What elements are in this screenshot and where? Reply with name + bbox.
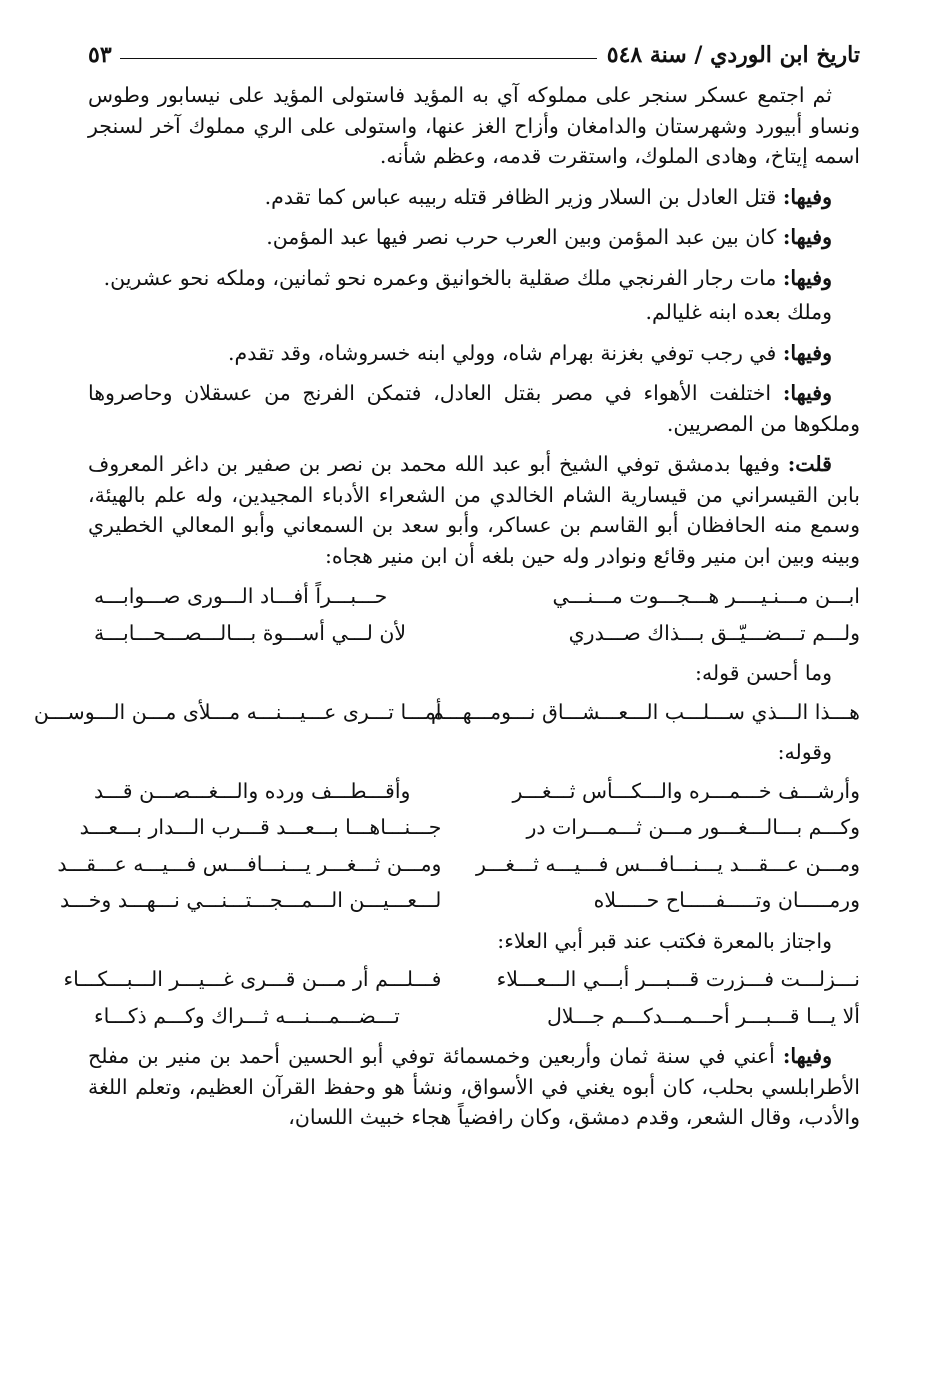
poem-block [63, 964, 860, 1031]
verse-second-hemistich: فـــلـــم أر مـــن قـــرى غـــيـــر الـــبـــكـــاء [63, 967, 442, 991]
paragraph-text: أعني في سنة ثمان وأربعين وخمسمائة توفي أبو الحسين أحمد بن منير بن مفلح الأطرابلسي بحلب، كان أبوه يغني في الأسواق، ونشأ هو وحفظ القرآن العظيم، وتعلم اللغة والأدب، وقال الشعر، وقدم دمشق، وكان رافضياً هجاء خبيث اللسان، [88, 1044, 860, 1129]
verse-first-hemistich: ابـــن مـــنـيــــر هـــجـــوت مـــنـــي [552, 584, 860, 608]
verse-first-hemistich: ومـــن عـــقـــد يـــنـــافـــس فـــيـــه ثـــغـــر [475, 851, 860, 876]
paragraph-lead: وفيها: [782, 340, 832, 365]
verse-second-hemistich: تـــضـــمـــنـــه ثـــراك وكـــم ذكـــاء [94, 1003, 400, 1028]
verse-second-hemistich: لأن لـــي أســـوة بـــالـــصـــحـــابـــة [94, 620, 407, 645]
paragraph-text: كان بين عبد المؤمن وبين العرب حرب نصر فيها عبد المؤمن. [266, 225, 783, 249]
verse-second-hemistich: لـــعـــيـــن الـــمـــجـــتـــنـــي نـــهـــد وخـــد [59, 888, 442, 912]
verse-line [88, 1001, 860, 1032]
paragraph-lead: وفيها: [782, 225, 832, 249]
page-number: ٥٣ [88, 42, 112, 68]
paragraph [88, 297, 860, 328]
verse-first-hemistich: وأرشـــف خـــمـــره والـــكـــأس ثـــغـــر [512, 778, 860, 803]
verse-intro: واجتاز بالمعرة فكتب عند قبر أبي العلاء: [497, 928, 832, 953]
verse-line [79, 812, 860, 843]
verse-first-hemistich: ولـــم تـــضـــيّــق بـــذاك صـــدري [568, 620, 860, 645]
poem-block [33, 697, 860, 728]
verse-intro: وقوله: [777, 740, 832, 764]
verse-line [88, 776, 860, 807]
book-title: تاريخ ابن الوردي / سنة ٥٤٨ [606, 42, 860, 68]
paragraph-text: مات رجار الفرنجي ملك صقلية بالخوانيق وعمره نحو ثمانين، وملكه نحو عشرين. [103, 265, 783, 290]
paragraph [88, 80, 860, 172]
verse-first-hemistich: ورمـــــان وتـــــفـــــاح حـــــلاه [593, 888, 860, 912]
paragraph-lead: وفيها: [782, 265, 832, 290]
verse-second-hemistich: أمـــا تـــرى عـــيـــنـــه مـــلأى مـــن الـــوســـن [33, 699, 442, 724]
paragraph-lead: وفيها: [782, 1044, 832, 1068]
verse-line [33, 697, 860, 728]
paragraph-text: ثم اجتمع عسكر سنجر على مملوكه آي به المؤيد فاستولى المؤيد على نيسابور وطوس ونساو أبيورد وشهرستان والدامغان وأزاح الغز عنها، واستولى على الري مملوك آخر لسنجر اسمه إيتاخ، وهادى الملوك، واستقرت قدمه، وعظم شأنه. [88, 83, 860, 168]
paragraph-text: وفيها بدمشق توفي الشيخ أبو عبد الله محمد بن نصر بن صفير بن داغر المعروف بابن القيسراني من قيسارية الشام الخالدي من الشعراء الأدباء المجيدين، وله علم بالهيئة، وسمع منه الحافظان أبو القاسم بن عساكر، وأبو سعد بن السمعاني وأبو المعالي الخطيري وبينه وبين ابن منير وقائع ونوادر وله حين بلغه أن ابن منير هجاه: [88, 452, 860, 568]
verse-second-hemistich: حـــبـــراً أفـــاد الـــورى صـــوابـــه [94, 584, 388, 608]
paragraph [88, 449, 860, 571]
verse-first-hemistich: هـــذا الـــذي ســـلـــب الـــعـــشـــاق نـــومـــهـــم [431, 699, 860, 724]
verse-second-hemistich: وأقـــطـــف ورده والـــغـــصـــن قـــد [94, 778, 411, 803]
paragraph-text: في رجب توفي بغزنة بهرام شاه، وولي ابنه خسروشاه، وقد تقدم. [227, 340, 783, 365]
verse-line [57, 849, 860, 880]
verse-line [63, 964, 860, 995]
paragraph-lead: وفيها: [782, 381, 832, 405]
header-rule [120, 58, 597, 59]
paragraph [88, 222, 860, 253]
running-header [88, 34, 860, 68]
verse-first-hemistich: نـــزلـــت فـــزرت قـــبـــر أبـــي الـــعـــلاء [496, 967, 860, 991]
paragraph-text: قتل العادل بن السلار وزير الظافر قتله ربيبه عباس كما تقدم. [264, 184, 783, 209]
verse-line [88, 618, 860, 649]
paragraph [88, 338, 860, 369]
verse-second-hemistich: ومـــن ثـــغـــر يـــنـــافـــس فـــيـــه عـــقـــد [57, 851, 442, 876]
verse-second-hemistich: جـــنـــاهـــا بـــعـــد قـــرب الـــدار بـــعـــد [79, 815, 442, 839]
paragraph [88, 378, 860, 439]
paragraph-lead: وفيها: [782, 184, 832, 209]
verse-line [59, 885, 860, 916]
verse-intro: وما أحسن قوله: [695, 661, 832, 685]
page-body [33, 80, 860, 1133]
paragraph-text: اختلفت الأهواء في مصر بقتل العادل، فتمكن الفرنج من عسقلان وحاصروها وملكوها من المصريين. [88, 381, 860, 436]
poem-block [57, 776, 860, 916]
paragraph-lead: قلت: [787, 452, 832, 476]
verse-first-hemistich: ألا يـــا قـــبـــر أحـــمـــدكـــم جـــلال [546, 1003, 860, 1028]
paragraph [88, 182, 860, 213]
verse-first-hemistich: وكـــم بـــالـــغـــور مـــن ثـــمـــرات در [526, 815, 860, 839]
poem-block [88, 581, 860, 648]
verse-line [88, 581, 860, 612]
paragraph [88, 1041, 860, 1133]
paragraph-text: وملك بعده ابنه غليالم. [645, 300, 832, 324]
paragraph [88, 263, 860, 294]
